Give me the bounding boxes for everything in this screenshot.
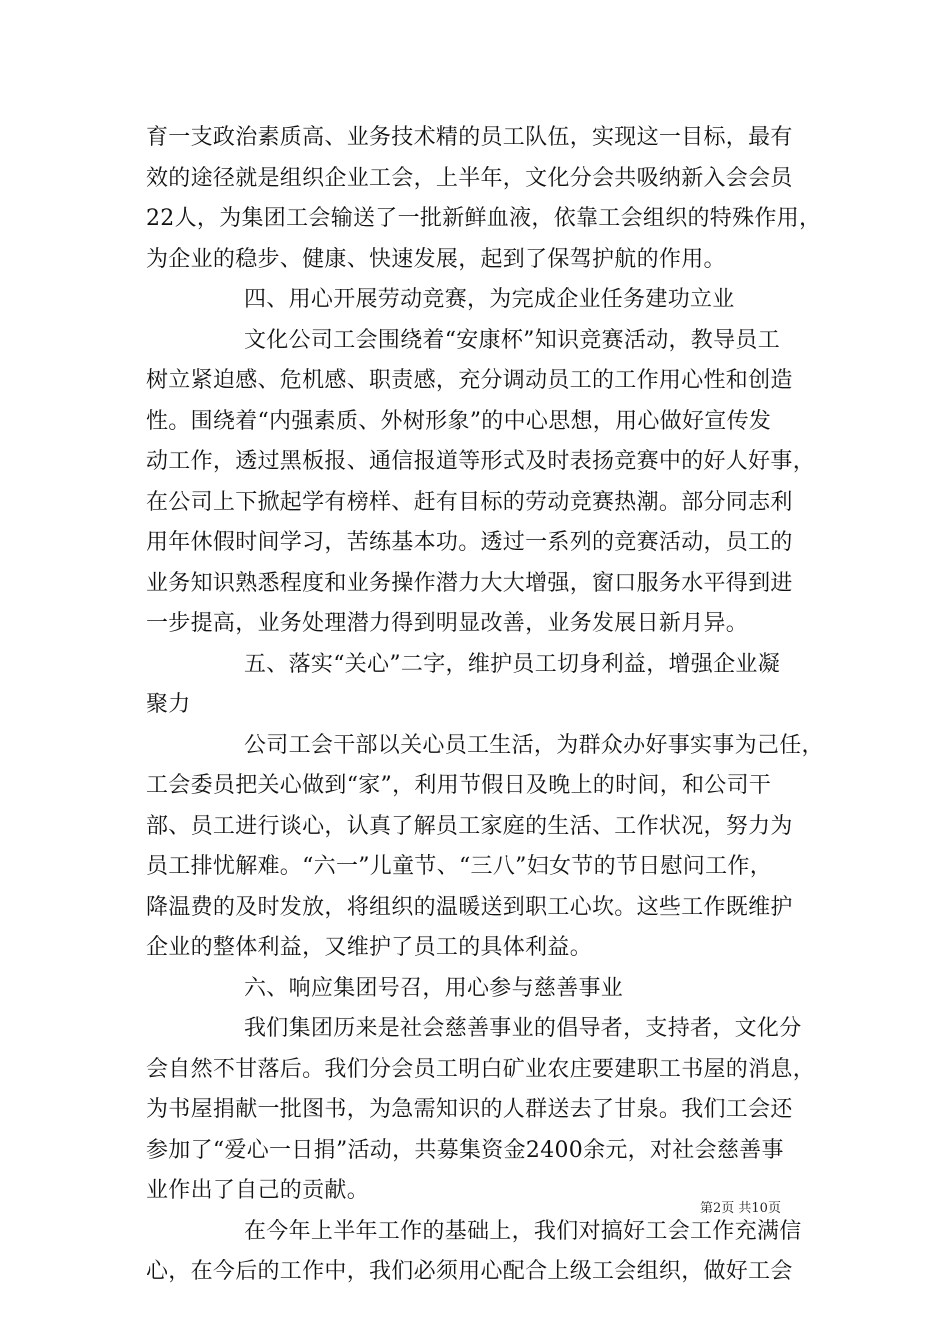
text-line: 一步提高，业务处理潜力得到明显改善，业务发展日新月异。: [146, 611, 749, 636]
text-line: 树立紧迫感、危机感、职责感，充分调动员工的工作用心性和创造: [146, 368, 793, 393]
text-line: 员工排忧解难。“六一”儿童节、“三八”妇女节的节日慰问工作，: [146, 854, 772, 879]
text-line: 在今年上半年工作的基础上，我们对搞好工会工作充满信: [244, 1218, 802, 1244]
text-line: 四、用心开展劳动竞赛，为完成企业任务建功立业: [244, 287, 735, 312]
text-line: 为书屋捐献一批图书，为急需知识的人群送去了甘泉。我们工会还: [146, 1097, 793, 1122]
text-line: 动工作，透过黑板报、通信报道等形式及时表扬竞赛中的好人好事，: [146, 449, 816, 474]
text-line: 业务知识熟悉程度和业务操作潜力大大增强，窗口服务水平得到进: [146, 570, 793, 596]
text-line: 部、员工进行谈心，认真了解员工家庭的生活、工作状况，努力为: [146, 813, 793, 839]
text-line: 五、落实“关心”二字，维护员工切身利益，增强企业凝: [244, 651, 780, 677]
text-line: 为企业的稳步、健康、快速发展，起到了保驾护航的作用。: [146, 246, 726, 272]
body-text: [146, 118, 826, 1293]
text-line: 会自然不甘落后。我们分会员工明白矿业农庄要建职工书屋的消息，: [146, 1056, 816, 1082]
text-line: 参加了“爱心一日捐”活动，共募集资金2400余元，对社会慈善事: [146, 1137, 784, 1163]
text-line: 育一支政治素质高、业务技术精的员工队伍，实现这一目标，最有: [146, 125, 793, 150]
text-line: 企业的整体利益，又维护了员工的具体利益。: [146, 935, 593, 960]
text-line: 心，在今后的工作中，我们必须用心配合上级工会组织，做好工会: [146, 1259, 793, 1284]
text-line: 公司工会干部以关心员工生活，为群众办好事实事为己任，: [244, 732, 824, 758]
text-line: 在公司上下掀起学有榜样、赶有目标的劳动竞赛热潮。部分同志利: [146, 489, 793, 515]
text-line: 六、响应集团号召，用心参与慈善事业: [244, 975, 624, 1001]
text-line: 用年休假时间学习，苦练基本功。透过一系列的竞赛活动，员工的: [146, 530, 793, 555]
text-line: 文化公司工会围绕着“安康杯”知识竞赛活动，教导员工: [244, 327, 780, 353]
text-line: 我们集团历来是社会慈善事业的倡导者，支持者，文化分: [244, 1016, 802, 1041]
text-line: 业作出了自己的贡献。: [146, 1178, 370, 1203]
page-number-footer: 第2页 共10页: [700, 1201, 781, 1216]
text-line: 降温费的及时发放，将组织的温暖送到职工心坎。这些工作既维护: [146, 894, 793, 920]
text-line: 性。围绕着“内强素质、外树形象”的中心思想，用心做好宣传发: [146, 408, 772, 434]
text-line: 聚力: [146, 692, 191, 717]
text-line: 工会委员把关心做到“家”，利用节假日及晚上的时间，和公司干: [146, 773, 772, 798]
text-line: 22人，为集团工会输送了一批新鲜血液，依靠工会组织的特殊作用，: [146, 206, 822, 231]
text-line: 效的途径就是组织企业工会，上半年，文化分会共吸纳新入会会员: [146, 165, 793, 191]
